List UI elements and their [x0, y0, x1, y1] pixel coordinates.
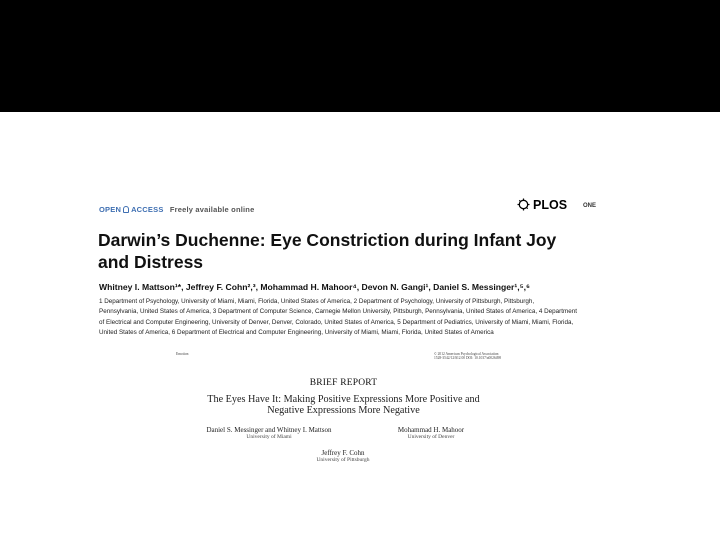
apa-author-name: Jeffrey F. Cohn: [321, 449, 365, 457]
apa-author-block-1: [184, 427, 354, 441]
affiliation-line: Pennsylvania, United States of America, 3 Department of Computer Science, Carnegie Mellon University, Pittsburgh, Pennsylvania, United States of America, 4 Department: [99, 308, 577, 316]
affiliation-line: 1 Department of Psychology, University of Miami, Miami, Florida, United States of America, 2 Department of Psychology, University of Pittsburgh, Pittsburgh,: [99, 298, 535, 305]
section-heading: BRIEF REPORT: [309, 378, 378, 388]
plos-logo-text: PLOS: [533, 198, 568, 212]
affiliation-line: of Electrical and Computer Engineering, University of Denver, Denver, Colorado, United States of America, 5 Department of Pediatrics, University of Miami, Miami, Florida,: [99, 318, 574, 326]
plos-logo: [517, 198, 567, 212]
journal-name: Emotion: [176, 352, 189, 356]
plos-one-label: ONE: [583, 203, 597, 209]
open-access-lock-icon: [123, 206, 129, 213]
access-label: ACCESS: [131, 205, 164, 214]
apa-author-name: Daniel S. Messinger and Whitney I. Mattson: [206, 426, 332, 434]
freely-available-label: Freely available online: [169, 205, 255, 214]
copyright-line: © 2012 American Psychological Association: [434, 352, 499, 356]
plos-article-header: [96, 196, 600, 356]
affiliation-line: United States of America, 6 Department of Electrical and Computer Engineering, University of Miami, Miami, Florida, United States of America: [99, 329, 494, 337]
apa-author-affiliation: University of Denver: [407, 434, 455, 440]
open-label: OPEN: [99, 205, 122, 214]
open-access-line: [99, 205, 254, 214]
article-title: [98, 229, 593, 273]
apa-title-line-2: Negative Expressions More Negative: [267, 405, 420, 416]
article-title-line-2: and Distress: [98, 252, 204, 272]
copyright-notice: [434, 352, 501, 361]
author-list: Whitney I. Mattson¹*, Jeffrey F. Cohn²,³, Mohammad H. Mahoor⁴, Devon N. Gangi¹, Daniel S. Messinger¹,⁵,⁶: [99, 282, 530, 292]
apa-author-affiliation: University of Miami: [246, 434, 292, 440]
apa-author-name: Mohammad H. Mahoor: [397, 426, 465, 434]
apa-author-block-3: [278, 450, 408, 464]
apa-title-line-1: The Eyes Have It: Making Positive Expressions More Positive and: [207, 394, 480, 405]
copyright-line: 1528-3542/12/$12.00 DOI: 10.1037/a0026498: [434, 356, 502, 361]
apa-author-block-2: [376, 427, 486, 441]
top-black-bar: [0, 0, 720, 112]
apa-article-title: [176, 394, 511, 416]
plos-logo-icon: [517, 198, 530, 211]
apa-brief-report: [176, 352, 511, 474]
article-title-line-1: Darwin’s Duchenne: Eye Constriction during Infant Joy: [98, 230, 557, 250]
affiliations: [99, 297, 595, 339]
apa-author-affiliation: University of Pittsburgh: [316, 457, 370, 463]
